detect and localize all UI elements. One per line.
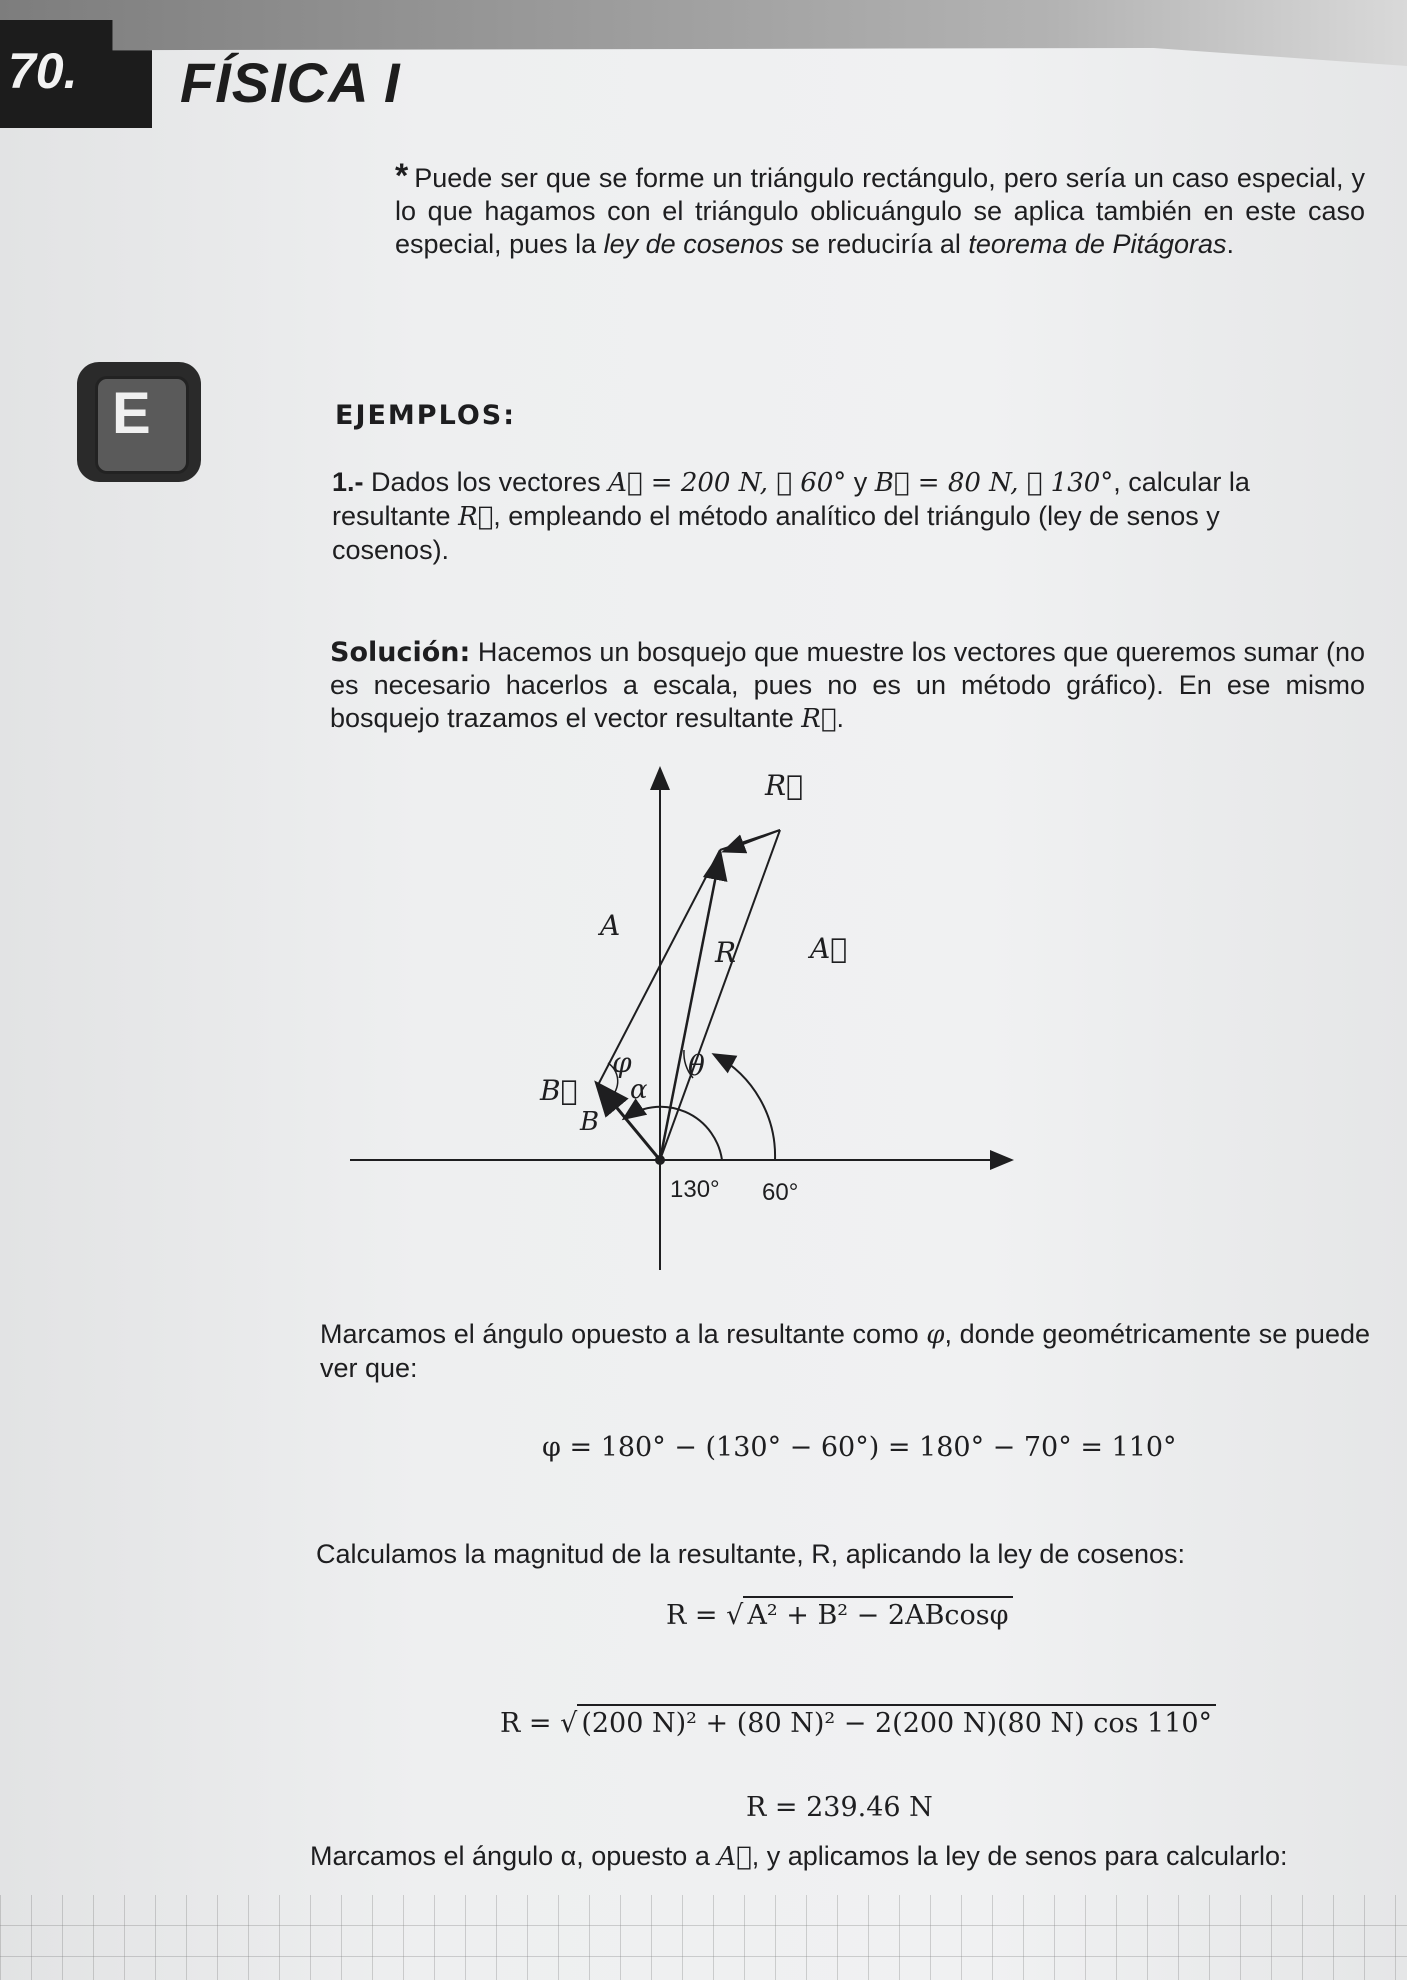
label-alpha: α	[630, 1075, 648, 1105]
examples-icon	[77, 362, 201, 482]
vector-b-arrow	[598, 1085, 660, 1160]
label-a: A	[600, 909, 621, 942]
vector-diagram	[340, 750, 1060, 1280]
origin-dot	[655, 1155, 665, 1165]
problem-statement: 1.- Dados los vectores A⃗ = 200 N, ∡ 60° y B⃗ = 80 N, ∡ 130°, calcular la resultante R⃗, empleando el método analítico del triángulo (ley de senos y cosenos).	[332, 467, 1250, 565]
equation-result: R = 239.46 N	[746, 1792, 933, 1823]
vector-a-arrow	[660, 830, 780, 1160]
note-star: *	[395, 157, 409, 195]
label-a-vector: A⃗	[810, 932, 848, 965]
equation-law-of-cosines-radicand: A² + B² − 2ABcosφ	[743, 1596, 1012, 1631]
vector-a-def: A⃗ = 200 N, ∡ 60°	[608, 468, 847, 498]
vector-a-head	[725, 830, 780, 851]
label-theta: θ	[688, 1049, 705, 1082]
label-b-vector: B⃗	[540, 1074, 578, 1107]
label-r-vector: R⃗	[765, 769, 803, 802]
vector-b-def: B⃗ = 80 N, ∡ 130°	[874, 468, 1114, 498]
equation-law-of-cosines: R = √ A² + B² − 2ABcosφ	[666, 1600, 1013, 1631]
page-number: 70.	[8, 43, 78, 99]
law-of-cosines-term: ley de cosenos	[603, 229, 784, 259]
solution-paragraph: Solución: Hacemos un bosquejo que muestre los vectores que queremos sumar (no es necesario hacerlos a escala, pues no es un método gráfico). En ese mismo bosquejo trazamos el vector resultante R⃗.	[330, 637, 1365, 734]
angle-60-arc	[715, 1055, 775, 1160]
equation-substitution-radicand: (200 N)² + (80 N)² − 2(200 N)(80 N) cos 110°	[577, 1704, 1216, 1739]
label-r: R	[715, 936, 737, 969]
alpha-paragraph: Marcamos el ángulo α, opuesto a A⃗, y aplicamos la ley de senos para calcularlo:	[310, 1841, 1288, 1872]
magnitude-paragraph: Calculamos la magnitud de la resultante, R, aplicando la ley de cosenos:	[316, 1539, 1185, 1569]
label-phi: φ	[612, 1046, 632, 1079]
phi-paragraph: Marcamos el ángulo opuesto a la resultante como φ, donde geométricamente se puede ver que:	[320, 1319, 1370, 1383]
label-angle-130: 130°	[670, 1176, 720, 1203]
examples-heading: EJEMPLOS:	[335, 400, 517, 431]
solution-label: Solución:	[330, 637, 471, 668]
equation-phi: φ = 180° − (130° − 60°) = 180° − 70° = 110°	[542, 1432, 1177, 1463]
problem-number: 1.-	[332, 467, 364, 497]
page-title: FÍSICA I	[180, 51, 401, 114]
note-paragraph: * Puede ser que se forme un triángulo rectángulo, pero sería un caso especial, y lo que hagamos con el triángulo oblicuángulo se aplica también en este caso especial, pues la ley de cosenos se reduciría al teorema de Pitágoras.	[395, 157, 1365, 259]
label-angle-60: 60°	[762, 1179, 799, 1206]
label-b: B	[580, 1107, 600, 1137]
equation-substitution: R = √ (200 N)² + (80 N)² − 2(200 N)(80 N) cos 110°	[500, 1708, 1216, 1739]
pythagoras-term: teorema de Pitágoras	[968, 229, 1227, 259]
next-page-grid-edge	[0, 1895, 1407, 1980]
examples-icon-letter: E	[112, 381, 151, 446]
